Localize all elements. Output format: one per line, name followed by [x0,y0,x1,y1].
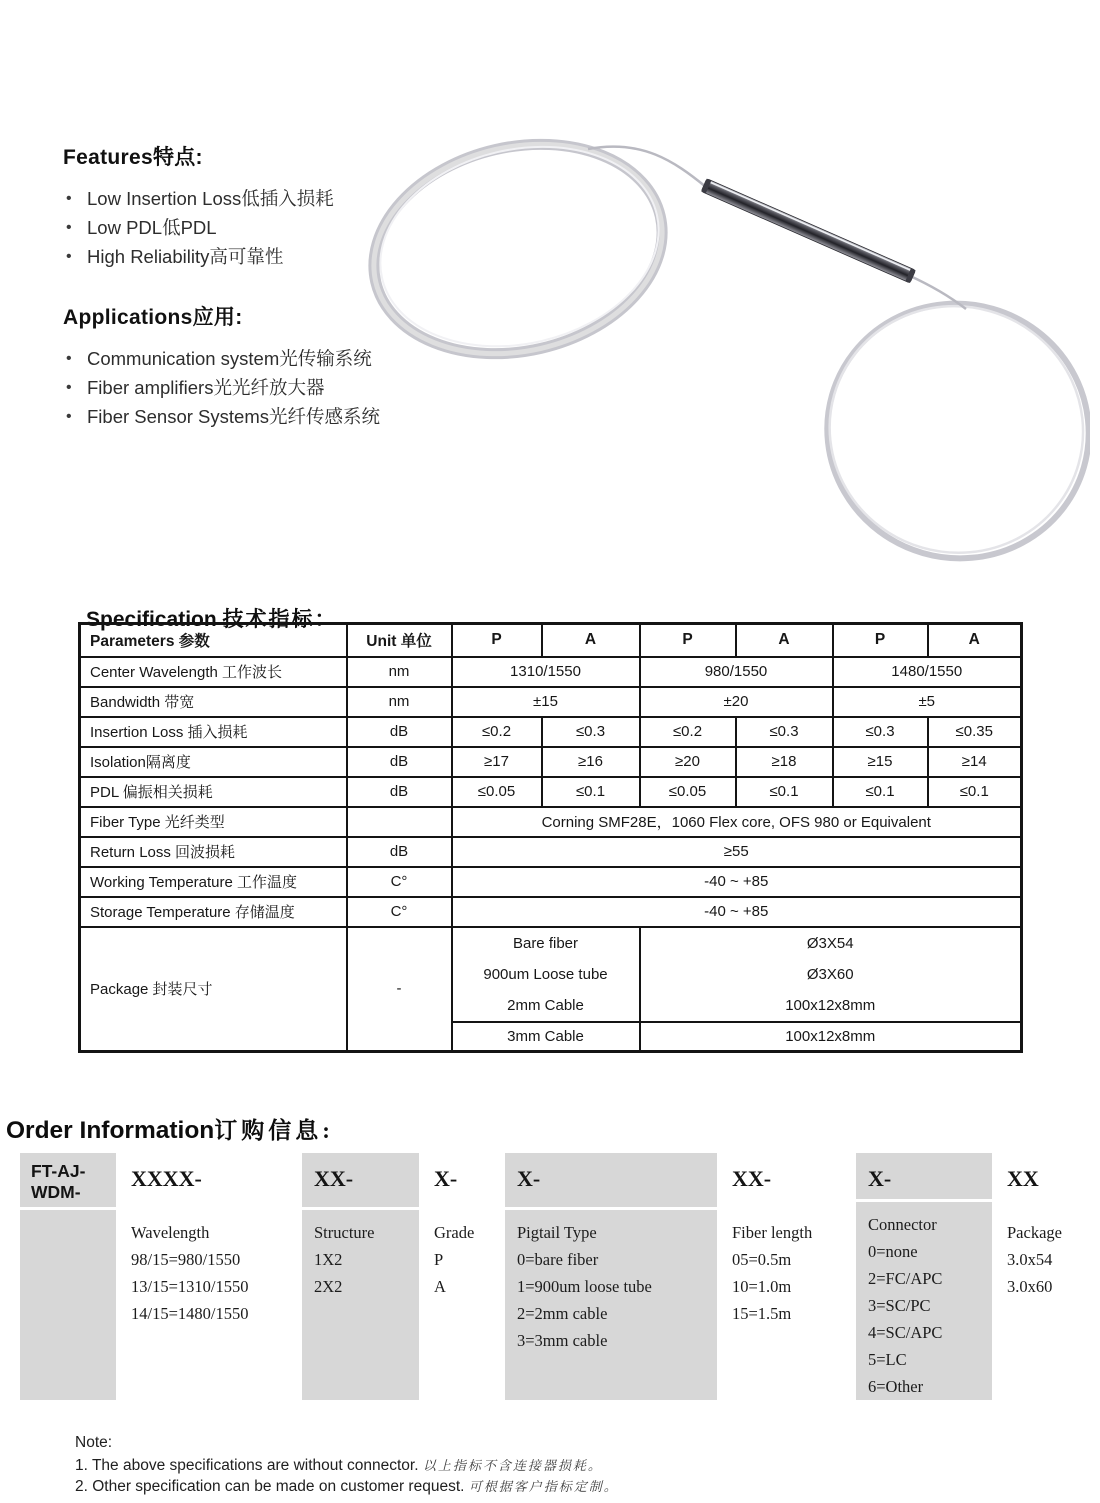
package-size: Ø3X54 [806,934,854,952]
order-column-body [422,1210,502,1400]
order-option: 4=SC/APC [868,1323,943,1342]
unit-header-cell: Unit 单位 [347,624,452,657]
row-value: ≤0.2 [452,717,542,747]
row-value: ≤0.1 [928,777,1022,807]
order-option: Wavelength [131,1223,210,1242]
spec-header-row [80,624,1022,657]
order-option: 2=2mm cable [517,1304,608,1323]
row-value: ≤0.3 [833,717,928,747]
order-option: Package [1007,1223,1062,1242]
order-option: Fiber length [732,1223,813,1242]
spec-row-bandwidth [80,687,1022,717]
prefix-line: WDM- [31,1182,81,1202]
note-text-en: 1. The above specifications are without connector. [75,1457,419,1474]
order-option: Grade [434,1223,475,1242]
order-column-body [20,1210,116,1400]
spec-row-fiber-type [80,807,1022,837]
order-option: 2=FC/APC [868,1269,943,1288]
application-item: • Fiber amplifiers光光纤放大器 [63,373,380,402]
order-column-header [20,1153,116,1207]
row-value: 980/1550 [640,657,833,687]
row-value: ±5 [833,687,1022,717]
order-title-zh: 订购信息: [214,1118,334,1144]
order-column-fiber-length [720,1153,853,1400]
order-column-structure [302,1153,419,1400]
features-section [63,141,334,271]
order-title-en: Order Information [6,1117,215,1145]
order-option: 98/15=980/1550 [131,1250,241,1269]
spec-row-storage-temperature [80,897,1022,927]
row-value: ≤0.3 [542,717,640,747]
order-column-body [856,1202,992,1400]
order-option: 3.0x54 [1007,1250,1053,1269]
spec-row-center-wavelength [80,657,1022,687]
order-option: Connector [868,1215,937,1234]
package-name: 900um Loose tube [483,965,608,983]
parameters-header-cell: Parameters 参数 [80,624,347,657]
row-value: ≤0.2 [640,717,736,747]
order-column-body [119,1210,299,1400]
splitter-tube [701,179,915,283]
row-unit: C° [347,897,452,927]
row-value: ≤0.05 [640,777,736,807]
order-option: 2X2 [314,1277,343,1296]
order-column-prefix [20,1153,116,1400]
row-label: Center Wavelength 工作波长 [80,657,347,687]
row-value: ≥14 [928,747,1022,777]
row-value: 1480/1550 [833,657,1022,687]
row-unit: nm [347,657,452,687]
note-line-2 [75,1476,619,1497]
note-title: Note: [75,1434,113,1451]
row-unit: dB [347,747,452,777]
spec-title-en: Specification [86,608,217,632]
spec-title-zh: 技术指标： [222,607,338,632]
order-option: 0=none [868,1242,918,1261]
order-option: 6=Other [868,1377,924,1396]
order-column-body [995,1210,1092,1400]
prefix-line: FT-AJ- [31,1161,86,1181]
note-text-zh: 可根据客户指标定制。 [468,1479,619,1494]
note-section [75,1434,619,1497]
row-value: ≥15 [833,747,928,777]
package-size: Ø3X60 [806,965,854,983]
row-label: Isolation隔离度 [80,747,347,777]
package-name: 3mm Cable [452,1022,640,1052]
fiber-component-illustration [330,133,1090,578]
left-fiber-coil [353,133,683,381]
row-value: ≤0.1 [833,777,928,807]
feature-item: • High Reliability高可靠性 [63,242,334,271]
order-option: 15=1.5m [732,1304,792,1323]
applications-title: Applications应用: [63,306,243,329]
row-unit: dB [347,717,452,747]
spec-row-return-loss [80,837,1022,867]
row-unit: C° [347,867,452,897]
order-column-body [720,1210,853,1400]
row-value: ≥55 [452,837,1022,867]
row-unit: nm [347,687,452,717]
row-label: Working Temperature 工作温度 [80,867,347,897]
spec-row-package [80,927,1022,1022]
grade-header-cell: P [452,624,542,657]
row-value: ±20 [640,687,833,717]
order-column-header: X- [505,1153,717,1207]
order-table [20,1153,1095,1400]
grade-header-cell: A [736,624,833,657]
spec-row-isolation [80,747,1022,777]
order-option: 3=SC/PC [868,1296,931,1315]
row-label: Fiber Type 光纤类型 [80,807,347,837]
order-option: Pigtail Type [517,1223,597,1242]
row-value: ±15 [452,687,640,717]
package-name: 2mm Cable [507,996,584,1014]
order-option: 05=0.5m [732,1250,792,1269]
package-size: 100x12x8mm [785,996,876,1014]
order-option: Structure [314,1223,375,1242]
order-column-header: X- [856,1153,992,1199]
row-value: ≥17 [452,747,542,777]
row-value: ≥20 [640,747,736,777]
spec-row-pdl [80,777,1022,807]
order-column-wavelength [119,1153,299,1400]
application-item: • Communication system光传输系统 [63,344,380,373]
package-name: Bare fiber [512,934,579,952]
row-label: Package 封装尺寸 [80,927,347,1052]
note-text-en: 2. Other specification can be made on customer request. [75,1478,465,1495]
row-label: Storage Temperature 存储温度 [80,897,347,927]
order-option: 1=900um loose tube [517,1277,652,1296]
row-label: Return Loss 回波损耗 [80,837,347,867]
application-item: • Fiber Sensor Systems光纤传感系统 [63,402,380,431]
order-column-header: XXXX- [131,1166,202,1191]
order-column-header: X- [434,1166,458,1191]
row-unit: dB [347,837,452,867]
order-column-header: XX- [302,1153,419,1207]
order-option: 10=1.0m [732,1277,792,1296]
order-column-pigtail-type [505,1153,717,1400]
row-value: ≥18 [736,747,833,777]
row-unit: dB [347,777,452,807]
row-value: ≤0.1 [542,777,640,807]
order-column-body [302,1210,419,1400]
spec-table [78,622,1023,1053]
order-column-package [995,1153,1092,1400]
product-photo [330,133,1090,578]
package-names [452,927,640,1022]
right-fiber-coil [797,273,1090,578]
row-value: -40 ~ +85 [452,867,1022,897]
package-sizes [640,927,1022,1022]
feature-item: • Low PDL低PDL [63,213,334,242]
order-column-grade [422,1153,502,1400]
row-value: Corning SMF28E，1060 Flex core, OFS 980 or Equivalent [452,807,1022,837]
order-option: P [434,1250,444,1269]
row-value: ≤0.05 [452,777,542,807]
row-label: Insertion Loss 插入损耗 [80,717,347,747]
order-column-body [505,1210,717,1400]
row-value: ≤0.1 [736,777,833,807]
order-option: 0=bare fiber [517,1250,599,1269]
order-option: A [434,1277,446,1296]
order-title [6,1112,334,1145]
features-list [63,184,334,271]
row-value: -40 ~ +85 [452,897,1022,927]
row-value: ≤0.3 [736,717,833,747]
order-option: 5=LC [868,1350,907,1369]
spec-row-insertion-loss [80,717,1022,747]
order-option: 3=3mm cable [517,1331,608,1350]
row-unit: - [347,927,452,1052]
order-option: 3.0x60 [1007,1277,1053,1296]
order-option: 13/15=1310/1550 [131,1277,249,1296]
note-text-zh: 以上指标不含连接器损耗。 [422,1458,603,1473]
row-label: Bandwidth 带宽 [80,687,347,717]
row-value: ≥16 [542,747,640,777]
order-option: 14/15=1480/1550 [131,1304,249,1323]
row-value: 1310/1550 [452,657,640,687]
order-column-header: XX- [732,1166,772,1191]
grade-header-cell: P [833,624,928,657]
grade-header-cell: A [928,624,1022,657]
note-line-1 [75,1455,619,1476]
order-column-connector [856,1153,992,1400]
row-unit [347,807,452,837]
package-size: 100x12x8mm [640,1022,1022,1052]
row-label: PDL 偏振相关损耗 [80,777,347,807]
grade-header-cell: P [640,624,736,657]
row-value: ≤0.35 [928,717,1022,747]
order-option: 1X2 [314,1250,343,1269]
features-title: Features特点: [63,146,203,169]
grade-header-cell: A [542,624,640,657]
spec-row-working-temperature [80,867,1022,897]
feature-item: • Low Insertion Loss低插入损耗 [63,184,334,213]
order-column-header: XX [1007,1166,1039,1191]
